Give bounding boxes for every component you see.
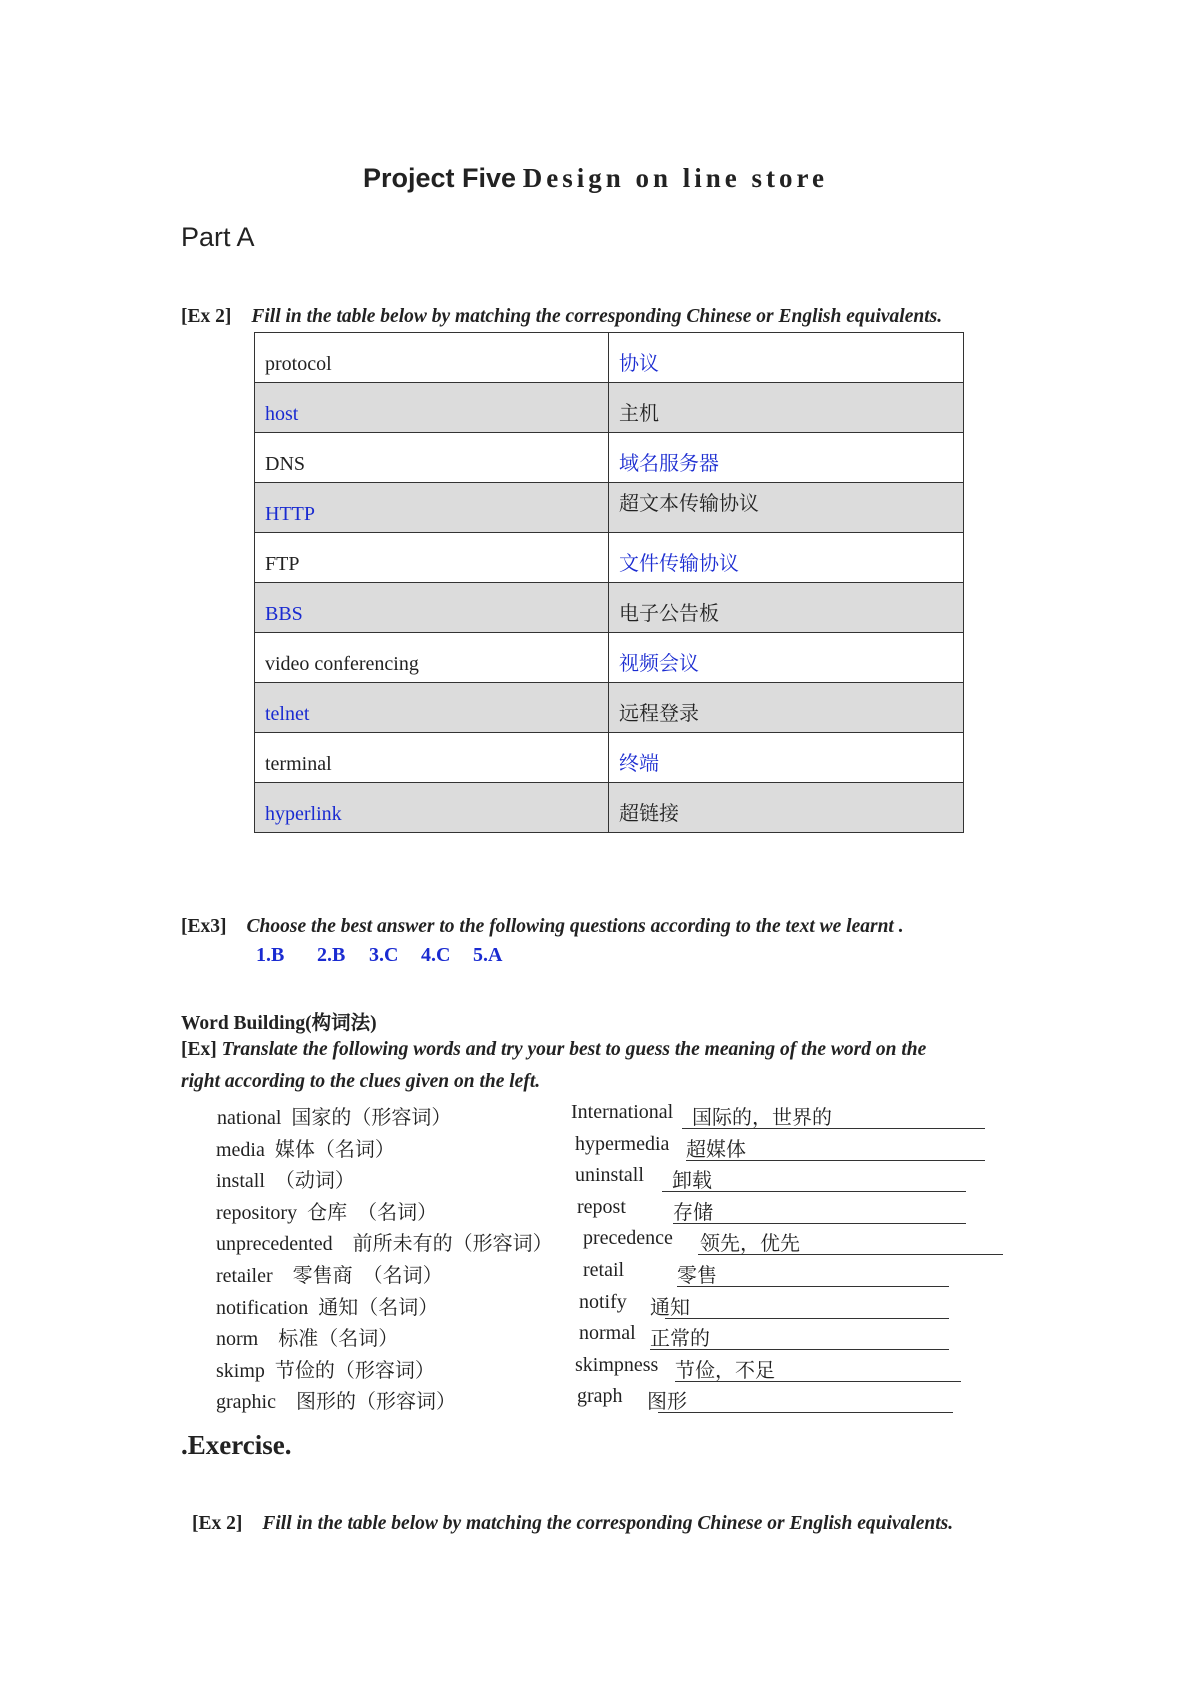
wb-right-answer: 卸载	[672, 1170, 712, 1193]
vocab-row	[255, 383, 964, 433]
wb-right-word: repost	[577, 1195, 626, 1218]
vocab-english: BBS	[255, 583, 609, 633]
vocab-chinese: 文件传输协议	[609, 533, 964, 583]
vocab-row	[255, 783, 964, 833]
answer-underline	[665, 1318, 949, 1319]
ex3-answers	[256, 944, 502, 967]
ex2-text: Fill in the table below by matching the corresponding Chinese or English equivalents.	[251, 306, 943, 327]
title-project: Project Five	[362, 163, 517, 193]
wb-right-answer: 领先，优先	[700, 1233, 800, 1256]
vocab-chinese: 远程登录	[609, 683, 964, 733]
vocab-chinese: 主机	[609, 383, 964, 433]
wb-right-word: uninstall	[575, 1164, 644, 1187]
wb-instruction-line2	[181, 1071, 540, 1093]
wb-right-word: precedence	[583, 1227, 673, 1250]
vocab-row	[255, 433, 964, 483]
vocab-row	[255, 633, 964, 683]
wb-left-clue: unprecedented 前所未有的（形容词）	[216, 1233, 553, 1256]
wb-right-answer: 零售	[677, 1265, 717, 1287]
answer-underline	[675, 1381, 961, 1382]
wb-left-clue: media 媒体（名词）	[216, 1138, 395, 1161]
vocab-table	[254, 332, 964, 833]
page-title	[0, 158, 1191, 198]
vocab-english: DNS	[255, 433, 609, 483]
wb-right-word: normal	[579, 1322, 636, 1345]
answer-item: 5.A	[473, 944, 503, 966]
vocab-english: telnet	[255, 683, 609, 733]
vocab-chinese: 视频会议	[609, 633, 964, 683]
vocab-chinese: 超文本传输协议	[609, 483, 964, 533]
answer-underline	[698, 1254, 1003, 1255]
answer-underline	[673, 1223, 966, 1224]
wb-left-clue: retailer 零售商 （名词）	[216, 1265, 443, 1287]
answer-underline	[677, 1286, 949, 1287]
wb-right-answer: 正常的	[650, 1328, 710, 1351]
wb-right-word: hypermedia	[575, 1132, 670, 1155]
wb-left-clue: national 国家的（形容词）	[217, 1107, 452, 1129]
answer-underline	[658, 1412, 953, 1413]
vocab-chinese: 终端	[609, 733, 964, 783]
vocab-english: terminal	[255, 733, 609, 783]
title-subject: Design on line store	[522, 163, 829, 193]
ex2-label: [Ex 2]	[181, 306, 232, 327]
vocab-english: protocol	[255, 333, 609, 383]
wb-right-answer: 图形	[647, 1391, 687, 1414]
wb-right-word: skimpness	[575, 1353, 659, 1376]
wb-right-word: International	[571, 1101, 674, 1123]
vocab-row	[255, 483, 964, 533]
wb-right-answer: 节俭，不足	[675, 1359, 775, 1382]
vocab-chinese: 域名服务器	[609, 433, 964, 483]
answer-item: 2.B	[317, 944, 346, 966]
ex3-text: Choose the best answer to the following questions according to the text we learnt .	[246, 916, 904, 937]
vocab-row	[255, 533, 964, 583]
wb-left-clue: install （动词）	[216, 1170, 355, 1193]
wb-right-answer: 超媒体	[686, 1138, 746, 1161]
wb-right-word: graph	[577, 1385, 623, 1408]
part-heading: Part A	[181, 222, 255, 252]
vocab-chinese: 电子公告板	[609, 583, 964, 633]
answer-item: 3.C	[369, 944, 399, 966]
wb-right-word: retail	[583, 1259, 625, 1281]
vocab-row	[255, 583, 964, 633]
ex3-label: [Ex3]	[181, 916, 227, 937]
wb-left-clue: repository 仓库 （名词）	[216, 1201, 438, 1224]
ex2-instruction	[181, 306, 942, 328]
word-building-title: Word Building(构词法)	[181, 1013, 377, 1034]
wb-right-answer: 国际的，世界的	[692, 1107, 832, 1129]
answer-item: 4.C	[421, 944, 451, 966]
exercise-ex2-instruction	[192, 1513, 953, 1535]
wb-label: [Ex]	[181, 1039, 217, 1060]
answer-underline	[682, 1128, 985, 1129]
wb-right-word: notify	[579, 1290, 627, 1313]
answer-underline	[662, 1191, 966, 1192]
exercise-ex2-label: [Ex 2]	[192, 1513, 243, 1534]
wb-right-answer: 通知	[650, 1296, 690, 1319]
wb-text-1: Translate the following words and try your best to guess the meaning of the word on the	[221, 1039, 927, 1060]
ex3-instruction	[181, 916, 904, 938]
answer-underline	[650, 1349, 949, 1350]
vocab-chinese: 超链接	[609, 783, 964, 833]
wb-left-clue: norm 标准（名词）	[216, 1328, 399, 1351]
vocab-row	[255, 733, 964, 783]
vocab-english: host	[255, 383, 609, 433]
vocab-english: hyperlink	[255, 783, 609, 833]
exercise-ex2-text: Fill in the table below by matching the corresponding Chinese or English equivalents.	[262, 1513, 954, 1534]
wb-right-answer: 存储	[673, 1201, 713, 1224]
answer-item: 1.B	[256, 944, 285, 966]
vocab-row	[255, 333, 964, 383]
vocab-chinese: 协议	[609, 333, 964, 383]
exercise-heading: .Exercise.	[181, 1430, 292, 1460]
vocab-english: HTTP	[255, 483, 609, 533]
wb-text-2: right according to the clues given on the left.	[181, 1071, 541, 1092]
vocab-english: FTP	[255, 533, 609, 583]
wb-instruction-line1	[181, 1039, 926, 1061]
wb-left-clue: skimp 节俭的（形容词）	[216, 1359, 435, 1382]
vocab-row	[255, 683, 964, 733]
answer-underline	[686, 1160, 985, 1161]
vocab-english: video conferencing	[255, 633, 609, 683]
wb-left-clue: graphic 图形的（形容词）	[216, 1391, 456, 1414]
wb-left-clue: notification 通知（名词）	[216, 1296, 439, 1319]
